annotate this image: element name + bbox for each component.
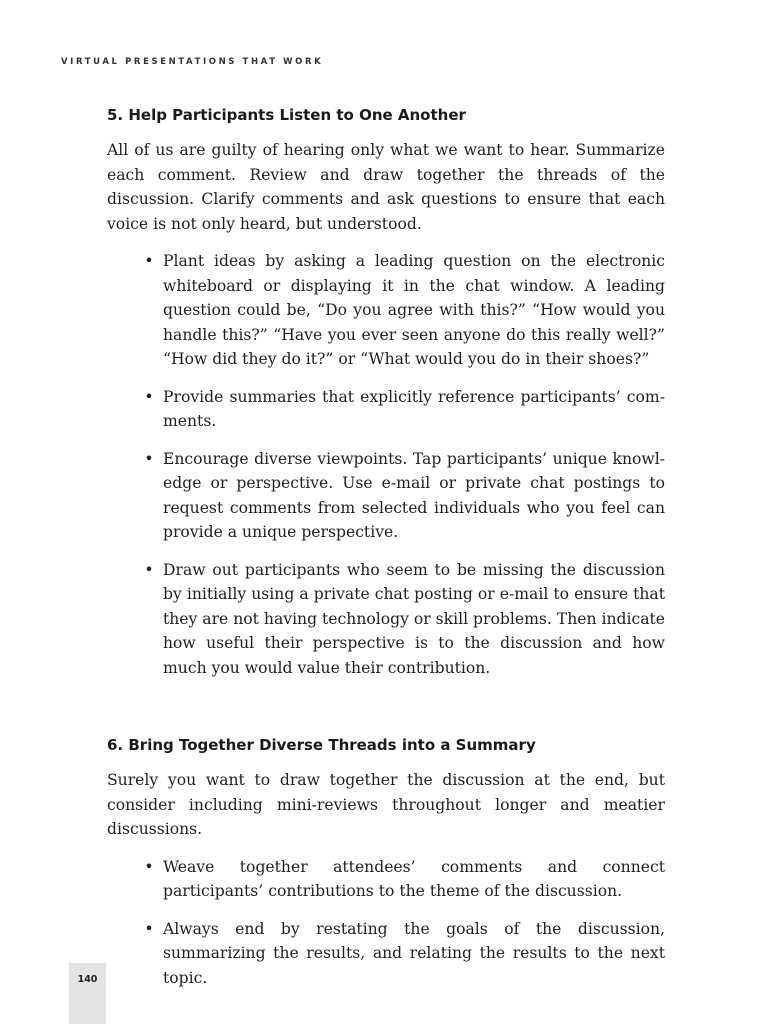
bullet-dot-icon: • bbox=[144, 857, 154, 876]
bullet-text: Always end by restating the goals of the discussion, summarizing the results, and relating the results to the next topic. bbox=[163, 919, 665, 987]
bullet-item bbox=[107, 385, 665, 434]
bullet-list bbox=[107, 855, 665, 991]
section-heading: 6. Bring Together Diverse Threads into a Summary bbox=[107, 736, 536, 754]
bullet-dot-icon: • bbox=[144, 387, 154, 406]
bullet-dot-icon: • bbox=[144, 919, 154, 938]
bullet-text: Plant ideas by asking a leading question on the electronic whiteboard or displaying it in the chat window. A leading question could be, “Do you agree with this?” “How would you handle this?” “Have you ever seen anyone do this really well?” “How did they do it?” or “What would you do in their shoes?” bbox=[163, 252, 665, 368]
bullet-item bbox=[107, 917, 665, 991]
bullet-text: Draw out participants who seem to be missing the discussion by initially using a private chat posting or e-mail to ensure that they are not having technology or skill problems. Then indicate how useful their perspective is to the discussion and how much you would value their contribution. bbox=[163, 560, 665, 677]
section-heading: 5. Help Participants Listen to One Another bbox=[107, 106, 466, 124]
bullet-item bbox=[107, 558, 665, 681]
bullet-dot-icon: • bbox=[144, 449, 154, 468]
bullet-item bbox=[107, 249, 665, 372]
bullet-text: Weave together attendees’ comments and connect participants’ contributions to the theme of the discussion. bbox=[163, 857, 665, 900]
page-number-tab bbox=[69, 963, 106, 1024]
bullet-item bbox=[107, 855, 665, 904]
bullet-text: Provide summaries that explicitly reference participants’ comments. bbox=[163, 387, 665, 430]
bullet-list bbox=[107, 249, 665, 680]
bullet-item bbox=[107, 447, 665, 545]
section-help-participants-listen bbox=[107, 103, 665, 680]
page-number: 140 bbox=[77, 974, 98, 985]
running-head: VIRTUAL PRESENTATIONS THAT WORK bbox=[61, 57, 324, 67]
bullet-text: Encourage diverse viewpoints. Tap participants’ unique knowledge or perspective. Use e-mail or private chat postings to request comments from selected individuals who you feel can provide a unique perspective. bbox=[163, 449, 665, 541]
section-paragraph: Surely you want to draw together the discussion at the end, but consider including mini-reviews throughout longer and meatier discussions. bbox=[107, 771, 665, 838]
bullet-dot-icon: • bbox=[144, 252, 154, 270]
section-bring-together-threads bbox=[107, 733, 665, 990]
section-paragraph: All of us are guilty of hearing only what we want to hear. Summarize each comment. Review and draw together the threads of the discussion. Clarify comments and ask questions to ensure that each voice is not only heard, but understood. bbox=[107, 141, 665, 233]
bullet-dot-icon: • bbox=[144, 560, 154, 579]
